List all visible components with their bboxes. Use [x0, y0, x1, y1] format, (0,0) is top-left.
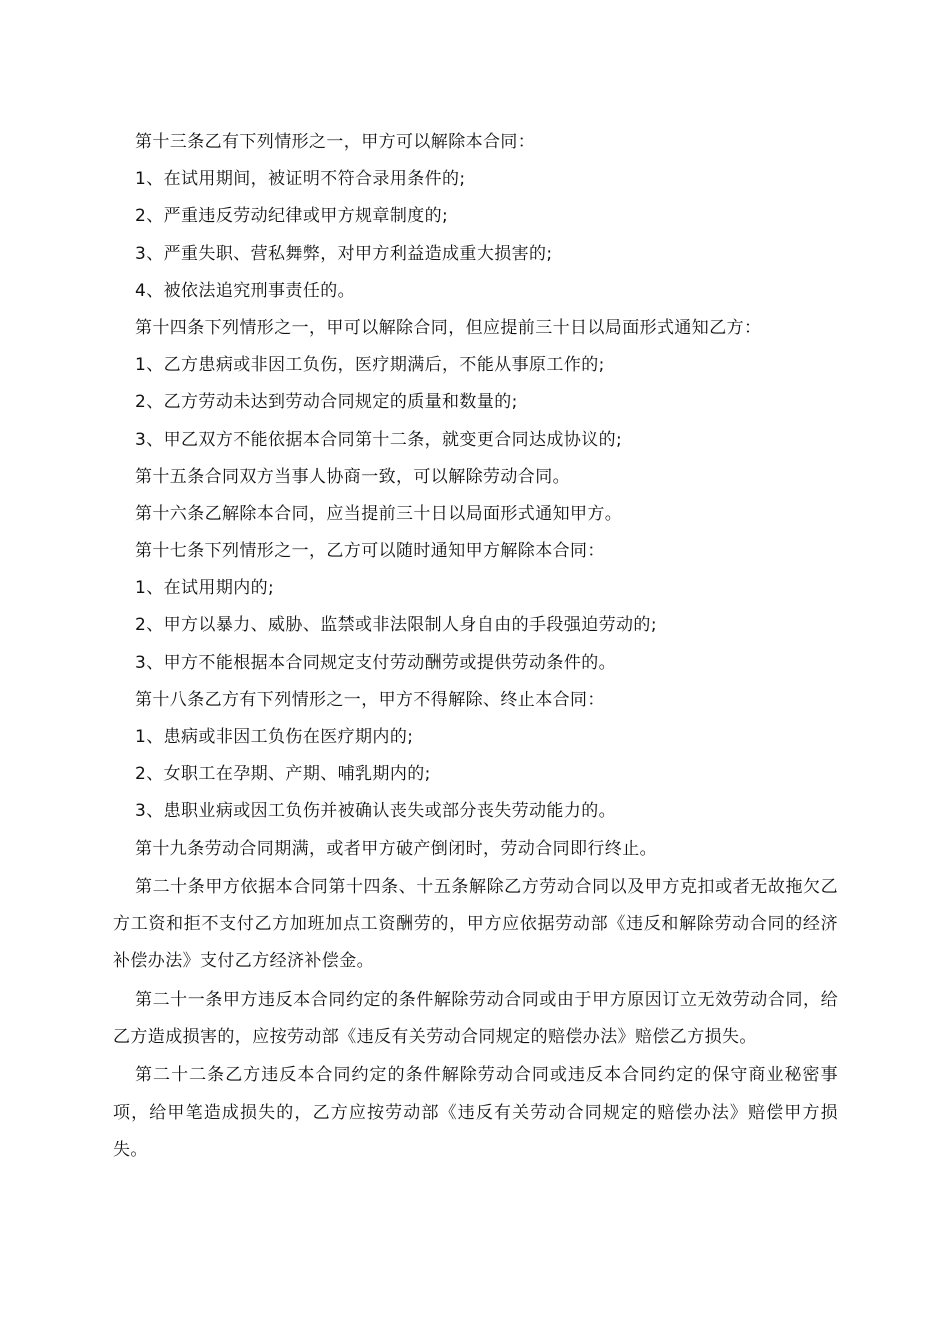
article-17-heading: 第十七条下列情形之一，乙方可以随时通知甲方解除本合同：: [135, 541, 605, 562]
article-16-text: 第十六条乙解除本合同，应当提前三十日以局面形式通知甲方。: [135, 503, 623, 524]
article-20-paragraph: 第二十条甲方依据本合同第十四条、十五条解除乙方劳动合同以及甲方克扣或者无故拖欠乙方工资和拒不支付乙方加班加点工资酬劳的，甲方应依据劳动部《违反和解除劳动合同的经济补偿办法》支付乙方经济补偿金。: [113, 876, 838, 972]
article-19-text: 第十九条劳动合同期满，或者甲方破产倒闭时，劳动合同即行终止。: [135, 838, 657, 859]
article-18-item-1: 1、患病或非因工负伤在医疗期内的;: [135, 727, 414, 747]
article-17-item-3: 3、甲方不能根据本合同规定支付劳动酬劳或提供劳动条件的。: [135, 652, 617, 673]
article-13-heading: 第十三条乙有下列情形之一，甲方可以解除本合同：: [135, 132, 536, 152]
article-13-item-2: 2、严重违反劳动纪律或甲方规章制度的;: [135, 206, 449, 227]
article-13-item-3: 3、严重失职、营私舞弊，对甲方利益造成重大损害的;: [135, 243, 553, 264]
article-13-item-4: 4、被依法追究刑事责任的。: [135, 280, 356, 301]
document-body: [113, 124, 838, 1169]
article-14-item-1: 1、乙方患病或非因工负伤，医疗期满后，不能从事原工作的;: [135, 355, 605, 376]
article-17-item-1: 1、在试用期内的;: [135, 578, 275, 599]
article-17-item-2: 2、甲方以暴力、威胁、监禁或非法限制人身自由的手段强迫劳动的;: [135, 615, 657, 636]
article-14-heading: 第十四条下列情形之一，甲可以解除合同，但应提前三十日以局面形式通知乙方：: [135, 317, 762, 338]
article-22-paragraph: 第二十二条乙方违反本合同约定的条件解除劳动合同或违反本合同约定的保守商业秘密事项，给甲笔造成损失的，乙方应按劳动部《违反有关劳动合同规定的赔偿办法》赔偿甲方损失。: [113, 1065, 838, 1160]
article-14-item-3: 3、甲乙双方不能依据本合同第十二条，就变更合同达成协议的;: [135, 429, 623, 450]
article-18-heading: 第十八条乙方有下列情形之一，甲方不得解除、终止本合同：: [135, 689, 605, 710]
article-14-item-2: 2、乙方劳动未达到劳动合同规定的质量和数量的;: [135, 392, 518, 413]
article-21-paragraph: 第二十一条甲方违反本合同约定的条件解除劳动合同或由于甲方原因订立无效劳动合同，给乙方造成损害的，应按劳动部《违反有关劳动合同规定的赔偿办法》赔偿乙方损失。: [113, 989, 838, 1047]
article-13-item-1: 1、在试用期间，被证明不符合录用条件的;: [135, 169, 466, 190]
article-15-text: 第十五条合同双方当事人协商一致，可以解除劳动合同。: [135, 466, 570, 487]
article-18-item-2: 2、女职工在孕期、产期、哺乳期内的;: [135, 764, 431, 785]
article-18-item-3: 3、患职业病或因工负伤并被确认丧失或部分丧失劳动能力的。: [135, 801, 617, 822]
